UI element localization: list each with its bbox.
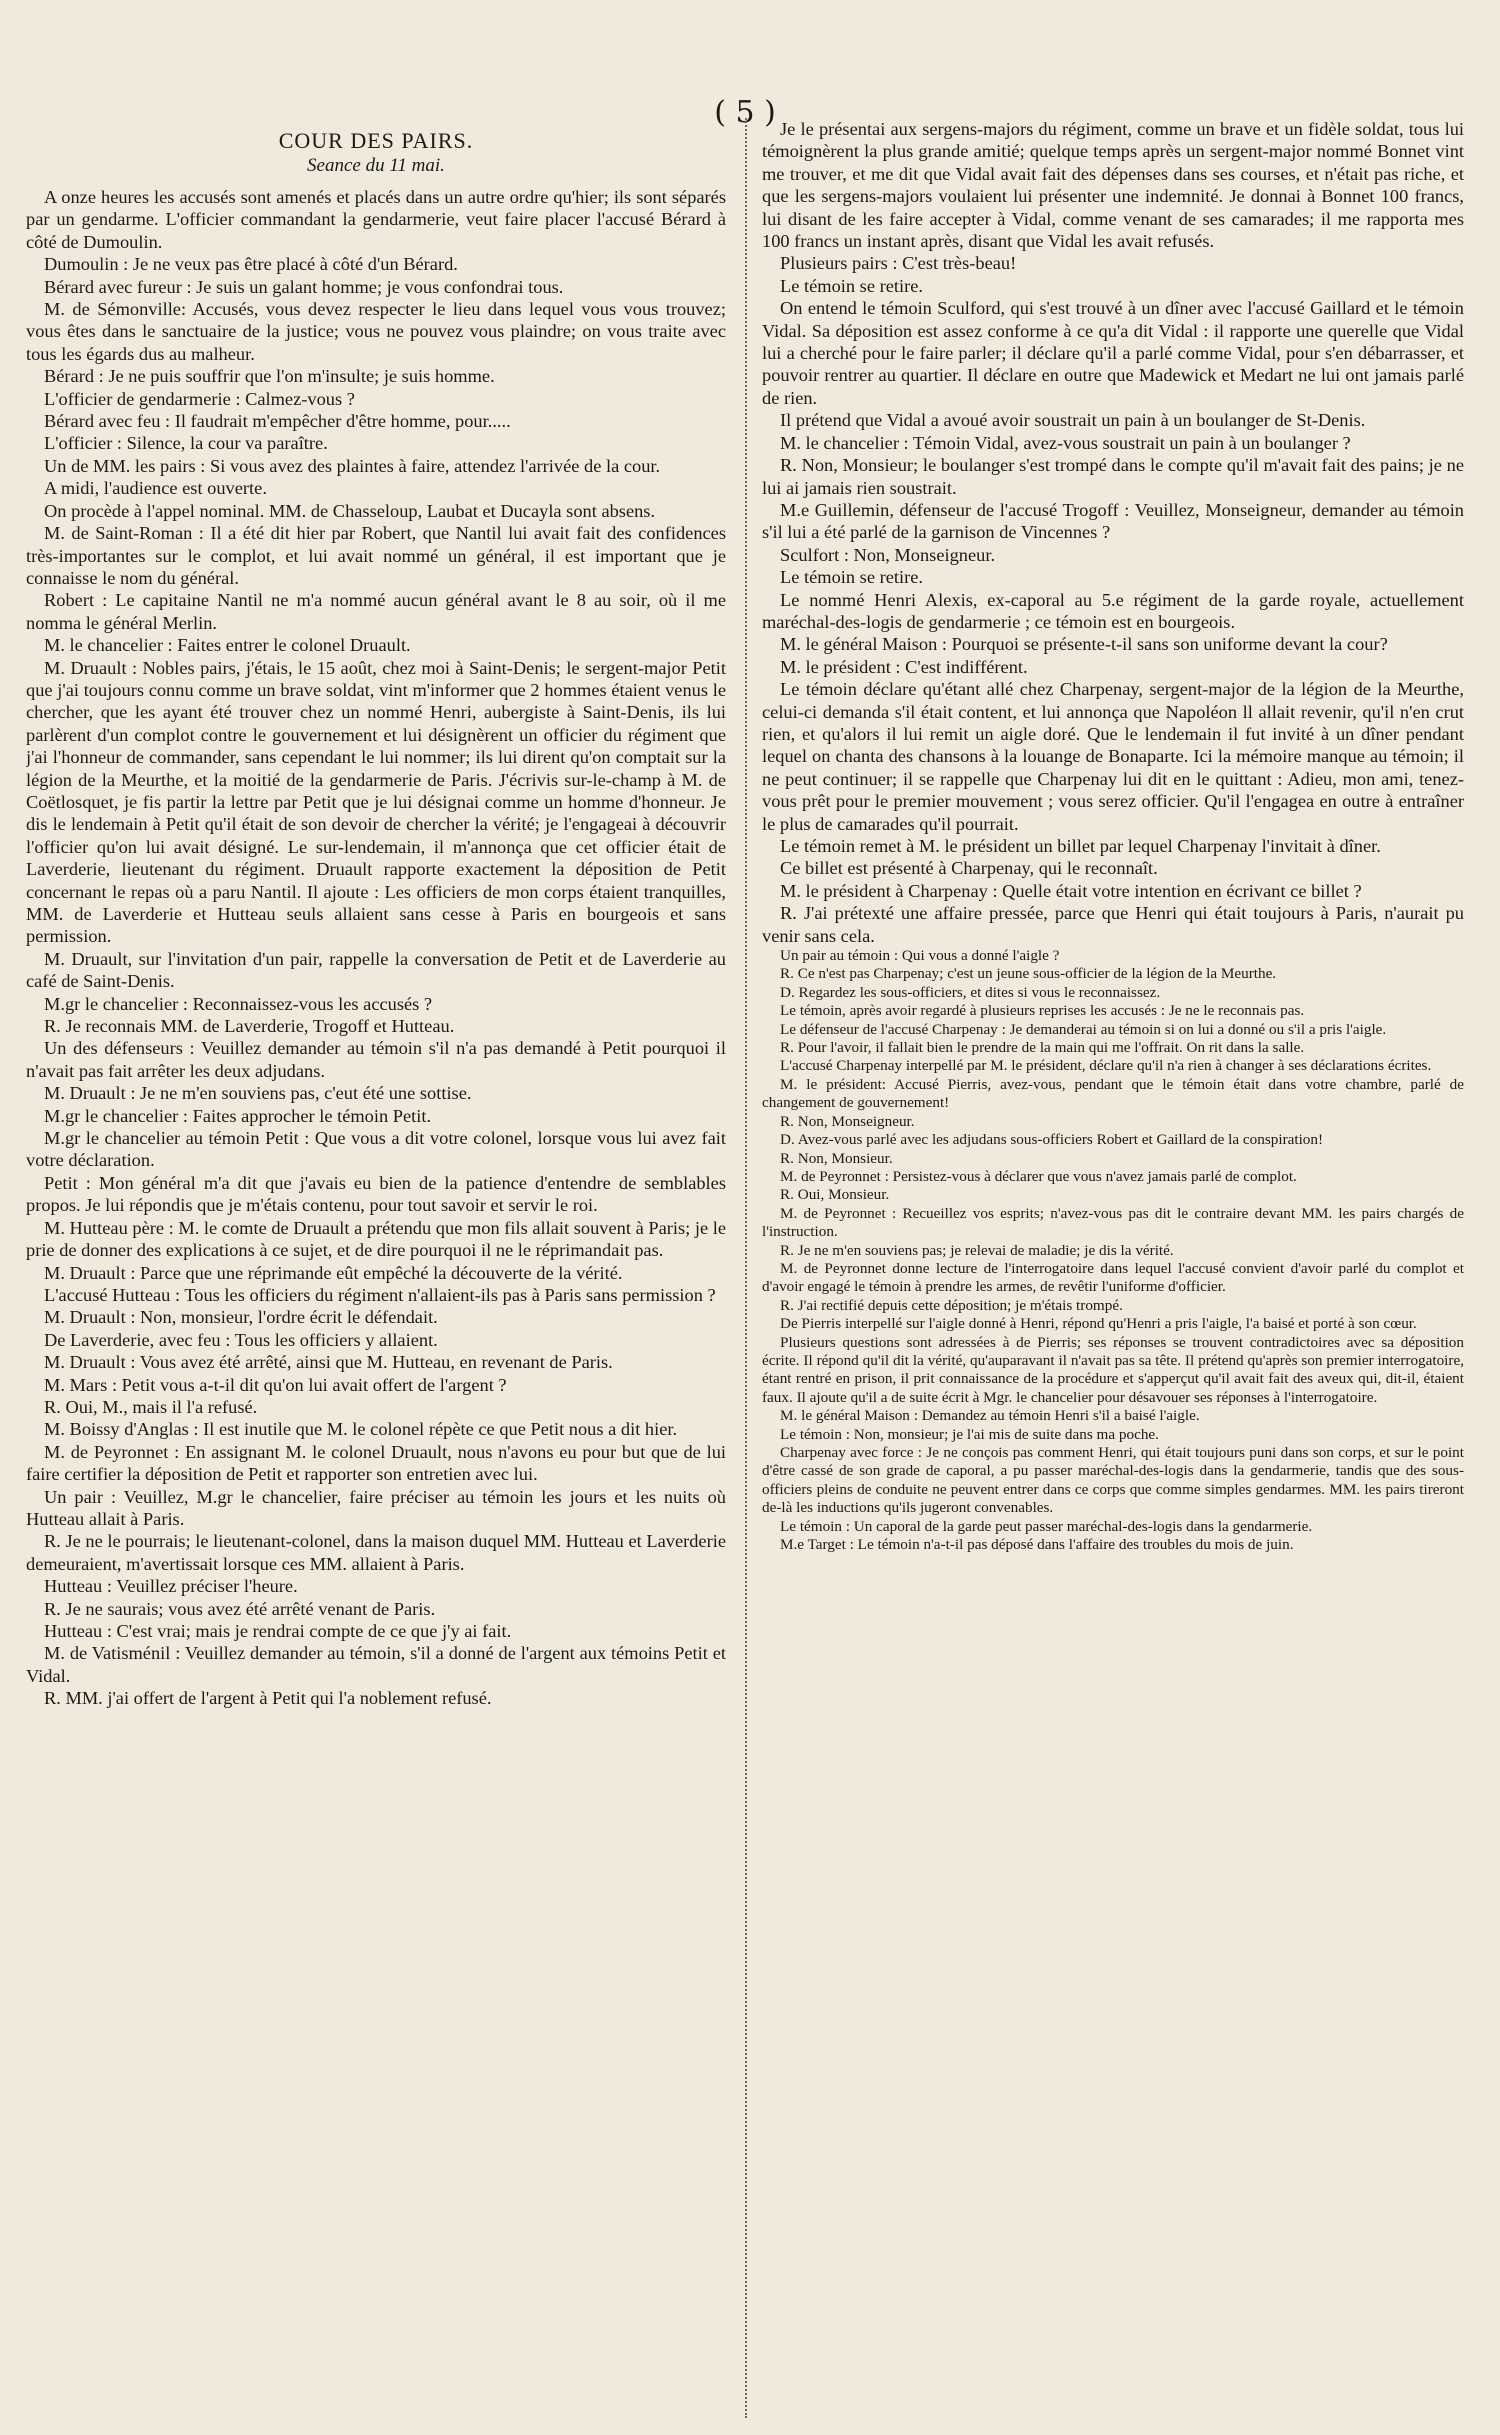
paragraph: M. de Peyronnet : En assignant M. le colonel Druault, nous n'avons eu pour but que de lui faire certifier la déposition de Petit et rapporter son entretien avec lui.: [26, 1441, 726, 1485]
paragraph: M. Druault, sur l'invitation d'un pair, rappelle la conversation de Petit et de Laverderie au café de Saint-Denis.: [26, 948, 726, 992]
paragraph: M.e Guillemin, défenseur de l'accusé Trogoff : Veuillez, Monseigneur, demander au témoin s'il lui a été parlé de la garnison de Vincennes ?: [762, 499, 1464, 543]
paragraph: R. Non, Monsieur; le boulanger s'est trompé dans le compte qu'il m'avait fait des pains; je ne lui ai jamais rien soustrait.: [762, 455, 1464, 498]
paragraph: M. de Saint-Roman : Il a été dit hier par Robert, que Nantil lui avait fait des confidences très-importantes sur le complot, et lui avait nommé un général, il est important que je connaisse le nom du général.: [26, 523, 726, 588]
paragraph: M. Hutteau père : M. le comte de Druault a prétendu que mon fils allait souvent à Paris; je le prie de donner des explications à ce sujet, et de dire pourquoi il ne le réprimandait pas.: [26, 1217, 726, 1261]
paragraph: Le témoin déclare qu'étant allé chez Charpenay, sergent-major de la légion de la Meurthe, celui-ci demanda s'il était content, et lui annonça que Napoléon ll allait revenir, qu'il n'en crut rien, et qu'alors il lui remit un aigle doré. Que le lendemain il fut invité à un dîner pendant lequel on chanta des chansons à la louange de Bonaparte. Ici la mémoire manque au témoin; il ne peut continuer; il se rappelle que Charpenay lui dit en le quittant : Adieu, mon ami, tenez-vous prêt pour le premier mouvement ; vous serez officier. Qu'il l'engagea en outre à entraîner le plus de camarades qu'il pourrait.: [762, 679, 1464, 834]
paragraph: R. J'ai prétexté une affaire pressée, parce que Henri qui était toujours à Paris, n'aurait pu venir sans cela.: [762, 903, 1464, 946]
paragraph: M.gr le chancelier : Reconnaissez-vous les accusés ?: [44, 993, 433, 1014]
paragraph: M. le chancelier : Faites entrer le colonel Druault.: [44, 635, 411, 656]
page-number: ( 5 ): [714, 95, 776, 130]
paragraph: Robert : Le capitaine Nantil ne m'a nommé aucun général avant le 8 au soir, où il me nomma le général Merlin.: [26, 590, 726, 633]
paragraph: De Laverderie, avec feu : Tous les officiers y allaient.: [44, 1329, 438, 1350]
paragraph: M. de Peyronnet donne lecture de l'interrogatoire dans lequel l'accusé convient d'avoir parlé du complot et d'avoir engagé le témoin à prendre les armes, de revêtir l'uniforme d'officier.: [762, 1259, 1464, 1296]
section-heading: COUR DES PAIRS.: [278, 128, 474, 153]
paragraph: On entend le témoin Sculford, qui s'est trouvé à un dîner avec l'accusé Gaillard et le témoin Vidal. Sa déposition est assez conforme à ce qu'a dit Vidal : il rapporte une querelle que Vidal lui a cherché pour le faire parler; il déclare qu'il a parlé comme Vidal, pour s'en débarrasser, et pouvoir rentrer au quartier. Il déclare en outre que Madewick et Medart ne lui ont jamais parlé de rien.: [762, 298, 1464, 408]
paragraph: R. Ce n'est pas Charpenay; c'est un jeune sous-officier de la légion de la Meurthe.: [780, 965, 1277, 983]
paragraph: M. Druault : Non, monsieur, l'ordre écrit le défendait.: [44, 1307, 438, 1328]
paragraph: Le témoin : Non, monsieur; je l'ai mis de suite dans ma poche.: [780, 1425, 1159, 1443]
paragraph: Plusieurs questions sont adressées à de Pierris; ses réponses se trouvent contradictoires avec sa déposition écrite. Il répond qu'il dit la vérité, qu'auparavant il n'avait pas sa tête. Il prétend qu'après son premier interrogatoire, étant rentré en prison, il prit connaissance de la procédure et s'apperçut qu'il avait fait des aveux qui, dit-il, étaient faux. Il ajoute qu'il a de suite écrit à Mgr. le chancelier pour désavouer ses réponses à l'interrogatoire.: [762, 1333, 1464, 1406]
paragraph: Un pair : Veuillez, M.gr le chancelier, faire préciser au témoin les jours et les nuits où Hutteau allait à Paris.: [26, 1486, 726, 1529]
paragraph: Charpenay avec force : Je ne conçois pas comment Henri, qui était toujours puni dans son corps, et sur le point d'être cassé de son grade de caporal, a pu passer maréchal-des-logis dans la gendarmerie, tandis que des sous-officiers pleins de conduite ne peuvent entrer dans ce corps que comme simples gendarmes. MM. les pairs tireront de-là les inductions qu'ils jugeront convenables.: [762, 1444, 1464, 1517]
paragraph: Le défenseur de l'accusé Charpenay : Je demanderai au témoin si on lui a donné ou s'il a pris l'aigle.: [780, 1020, 1387, 1038]
paragraph: M. Druault : Vous avez été arrêté, ainsi que M. Hutteau, en revenant de Paris.: [44, 1352, 613, 1373]
paragraph: M. le général Maison : Demandez au témoin Henri s'il a baisé l'aigle.: [780, 1407, 1200, 1425]
paragraph: M. le président : C'est indifférent.: [780, 656, 1028, 677]
paragraph: R. Pour l'avoir, il fallait bien le prendre de la main qui me l'offrait. On rit dans la salle.: [780, 1039, 1305, 1057]
paragraph: Le nommé Henri Alexis, ex-caporal au 5.e régiment de la garde royale, actuellement maréchal-des-logis de gendarmerie ; ce témoin est en bourgeois.: [762, 589, 1464, 632]
paragraph: R. Je ne le pourrais; le lieutenant-colonel, dans la maison duquel MM. Hutteau et Laverderie demeuraient, m'avertissait lorsque ces MM. allaient à Paris.: [26, 1531, 726, 1574]
paragraph: Ce billet est présenté à Charpenay, qui le reconnaît.: [780, 858, 1158, 879]
paragraph: D. Avez-vous parlé avec les adjudans sous-officiers Robert et Gaillard de la conspiration!: [780, 1131, 1324, 1149]
paragraph: Le témoin, après avoir regardé à plusieurs reprises les accusés : Je ne le reconnais pas.: [780, 1002, 1305, 1020]
paragraph: Il prétend que Vidal a avoué avoir soustrait un pain à un boulanger de St-Denis.: [780, 410, 1366, 431]
paragraph: M. le général Maison : Pourquoi se présente-t-il sans son uniforme devant la cour?: [780, 634, 1388, 655]
paragraph: L'officier de gendarmerie : Calmez-vous ?: [44, 388, 355, 409]
paragraph: Le témoin : Un caporal de la garde peut passer maréchal-des-logis dans la gendarmerie.: [780, 1517, 1313, 1535]
paragraph: Je le présentai aux sergens-majors du régiment, comme un brave et un fidèle soldat, tous lui témoignèrent la plus grande amitié; quelque temps après un sergent-major nommé Bonnet vint me trouver, et me dit que Vidal avait fait des dépenses dans ses courses, et n'était pas riche, et que les sergens-majors voulaient lui présenter une indemnité. Je donnai à Bonnet 100 francs, lui disant de les faire accepter à Vidal, comme venant de ses camarades; il me rapporta mes 100 francs un instant après, disant que Vidal les avait refusés.: [762, 119, 1464, 252]
paragraph: Plusieurs pairs : C'est très-beau!: [780, 253, 1017, 274]
left-column: [26, 118, 726, 2408]
paragraph: M. Druault : Je ne m'en souviens pas, c'eut été une sottise.: [44, 1083, 472, 1104]
paragraph: M. le chancelier : Témoin Vidal, avez-vous soustrait un pain à un boulanger ?: [780, 432, 1351, 453]
paragraph: M. le président à Charpenay : Quelle était votre intention en écrivant ce billet ?: [780, 880, 1362, 901]
paragraph: M. Druault : Nobles pairs, j'étais, le 15 août, chez moi à Saint-Denis; le sergent-major Petit que j'ai toujours connu comme un brave soldat, vint m'informer que 2 hommes étaient venus le chercher, que les ayant été trouver chez un nommé Henri, aubergiste à Saint-Denis, ils lui parlèrent d'un complot contre le gouvernement et lui désignèrent un officier du régiment que j'ai l'honneur de commander, sans cependant le lui nommer; ils lui dirent qu'on comptait sur la légion de la Meurthe, et la moitié de la gendarmerie de Paris. J'écrivis sur-le-champ à M. de Coëtlosquet, je fis partir la lettre par Petit que je lui désignai comme un homme d'honneur. Je dis le lendemain à Petit qu'il était de son devoir de chercher la vérité; je l'engageai à découvrir l'officier qu'on lui avait désigné. Le sur-lendemain, il m'annonça que cet officier était de Laverderie, lieutenant du régiment. Druault rapporte exactement la déposition de Petit concernant le repas où a paru Nantil. Il ajoute : Les officiers de mon corps étaient tranquilles, MM. de Laverderie et Hutteau seuls allaient sans cesse à Paris en bourgeois et sans permission.: [26, 657, 726, 947]
paragraph: D. Regardez les sous-officiers, et dites si vous le reconnaissez.: [780, 983, 1161, 1001]
paragraph: R. Je ne m'en souviens pas; je relevai de maladie; je dis la vérité.: [780, 1241, 1174, 1259]
paragraph: Un pair au témoin : Qui vous a donné l'aigle ?: [780, 947, 1060, 965]
paragraph: M.gr le chancelier au témoin Petit : Que vous a dit votre colonel, lorsque vous lui avez fait votre déclaration.: [26, 1128, 726, 1171]
right-small-paragraphs: [762, 947, 1464, 1554]
paragraph: M. Mars : Petit vous a-t-il dit qu'on lui avait offert de l'argent ?: [44, 1374, 507, 1395]
paragraph: De Pierris interpellé sur l'aigle donné à Henri, répond qu'Henri a pris l'aigle, l'a baisé et porté à son cœur.: [780, 1315, 1417, 1333]
paragraph: Le témoin se retire.: [780, 567, 923, 588]
paragraph: R. Non, Monseigneur.: [780, 1112, 915, 1130]
paragraph: Hutteau : Veuillez préciser l'heure.: [44, 1576, 298, 1597]
paragraph: Sculfort : Non, Monseigneur.: [780, 544, 996, 565]
paragraph: M. de Peyronnet : Persistez-vous à déclarer que vous n'avez jamais parlé de complot.: [780, 1167, 1297, 1185]
paragraph: Bérard : Je ne puis souffrir que l'on m'insulte; je suis homme.: [44, 366, 495, 387]
paragraph: M. le président: Accusé Pierris, avez-vous, pendant que le témoin était dans votre chambre, parlé de changement de gouvernement!: [762, 1075, 1464, 1112]
paragraph: R. Oui, M., mais il l'a refusé.: [44, 1396, 258, 1417]
right-column: [762, 118, 1464, 2408]
paragraph: M.gr le chancelier : Faites approcher le témoin Petit.: [44, 1105, 432, 1126]
left-paragraphs: [26, 186, 726, 1710]
paragraph: M. de Sémonville: Accusés, vous devez respecter le lieu dans lequel vous vous trouvez; vous êtes dans le sanctuaire de la justice; vous ne pouvez vous plaindre; on vous traite avec tous les égards dus au malheur.: [26, 299, 726, 364]
paragraph: Un de MM. les pairs : Si vous avez des plaintes à faire, attendez l'arrivée de la cour.: [44, 455, 661, 476]
paragraph: R. Je ne saurais; vous avez été arrêté venant de Paris.: [44, 1598, 436, 1619]
paragraph: Bérard avec feu : Il faudrait m'empêcher d'être homme, pour.....: [44, 411, 511, 432]
paragraph: Un des défenseurs : Veuillez demander au témoin s'il n'a pas demandé à Petit pourquoi il n'avait pas fait arrêter les deux adjudans.: [26, 1038, 726, 1081]
paragraph: Bérard avec fureur : Je suis un galant homme; je vous confondrai tous.: [44, 276, 564, 297]
paragraph: Hutteau : C'est vrai; mais je rendrai compte de ce que j'y ai fait.: [44, 1621, 512, 1641]
paragraph: M. Boissy d'Anglas : Il est inutile que M. le colonel répète ce que Petit nous a dit hier.: [44, 1419, 678, 1440]
paragraph: R. Je reconnais MM. de Laverderie, Trogoff et Hutteau.: [44, 1016, 455, 1037]
paragraph: M. Druault : Parce que une réprimande eût empêché la découverte de la vérité.: [44, 1262, 623, 1283]
paragraph: Petit : Mon général m'a dit que j'avais eu bien de la patience d'entendre de semblables propos. Je lui répondis que je m'étais contenu, pour tout savoir et servir le roi.: [26, 1172, 726, 1216]
paragraph: R. Non, Monsieur.: [780, 1149, 893, 1167]
paragraph: M.e Target : Le témoin n'a-t-il pas déposé dans l'affaire des troubles du mois de juin.: [780, 1536, 1294, 1554]
paragraph: Dumoulin : Je ne veux pas être placé à côté d'un Bérard.: [44, 254, 458, 275]
section-subheading: Seance du 11 mai.: [307, 155, 445, 176]
paragraph: R. J'ai rectifié depuis cette déposition; je m'étais trompé.: [780, 1296, 1123, 1314]
paragraph: R. MM. j'ai offert de l'argent à Petit qui l'a noblement refusé.: [44, 1688, 492, 1709]
paragraph: M. de Peyronnet : Recueillez vos esprits; n'avez-vous pas dit le contraire devant MM. les pairs chargés de l'instruction.: [762, 1204, 1464, 1241]
paragraph: R. Oui, Monsieur.: [780, 1186, 890, 1204]
paragraph: On procède à l'appel nominal. MM. de Chasseloup, Laubat et Ducayla sont absens.: [44, 500, 656, 521]
column-divider: [745, 118, 751, 2418]
paragraph: L'officier : Silence, la cour va paraître.: [44, 433, 328, 454]
paragraph: A midi, l'audience est ouverte.: [44, 478, 267, 499]
paragraph: Le témoin remet à M. le président un billet par lequel Charpenay l'invitait à dîner.: [780, 836, 1381, 856]
paragraph: A onze heures les accusés sont amenés et placés dans un autre ordre qu'hier; ils sont séparés par un gendarme. L'officier commandant la gendarmerie, veut faire placer l'accusé Bérard à côté de Dumoulin.: [26, 187, 726, 252]
paragraph: L'accusé Charpenay interpellé par M. le président, déclare qu'il n'a rien à changer à ses déclarations écrites.: [780, 1057, 1432, 1075]
paragraph: Le témoin se retire.: [780, 275, 923, 296]
right-paragraphs: [762, 118, 1464, 947]
paragraph: M. de Vatisménil : Veuillez demander au témoin, s'il a donné de l'argent aux témoins Petit et Vidal.: [26, 1643, 726, 1686]
paragraph: L'accusé Hutteau : Tous les officiers du régiment n'allaient-ils pas à Paris sans permission ?: [44, 1284, 716, 1305]
